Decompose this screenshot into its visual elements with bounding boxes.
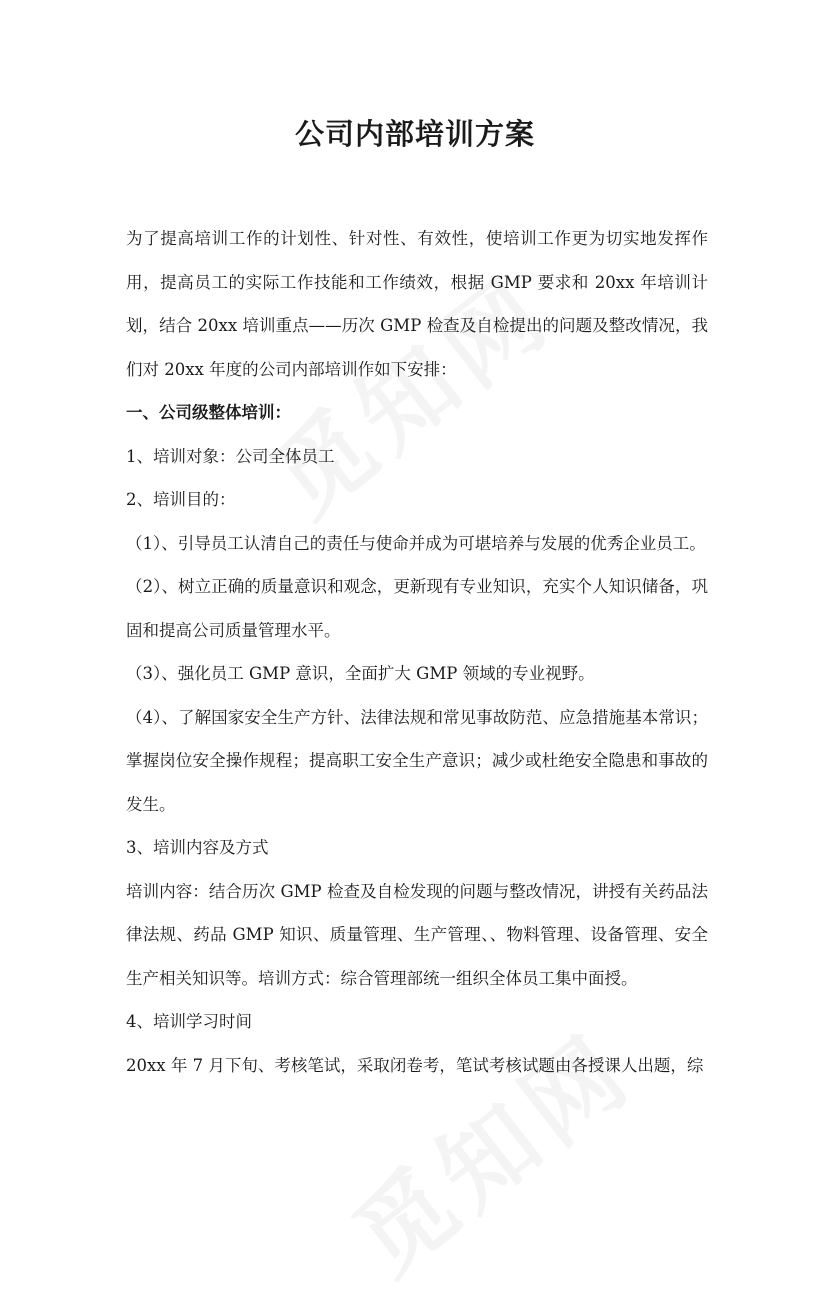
purpose-item-4: （4）、了解国家安全生产方针、法律法规和常见事故防范、应急措施基本常识；掌握岗位安全操作规程；提高职工安全生产意识；减少或杜绝安全隐患和事故的发生。 <box>126 707 708 814</box>
intro-paragraph: 为了提高培训工作的计划性、针对性、有效性，使培训工作更为切实地发挥作用，提高员工的实际工作技能和工作绩效，根据 GMP 要求和 20xx 年培训计划，结合 20xx 培训重点——历次 GMP 检查及自检提出的问题及整改情况，我们对 20xx 年度的公司内部培训作如下安排： <box>126 229 708 379</box>
training-content-paragraph: 培训内容：结合历次 GMP 检查及自检发现的问题与整改情况，讲授有关药品法律法规、药品 GMP 知识、质量管理、生产管理、、物料管理、设备管理、安全生产相关知识等。培训方式：综合管理部统一组织全体员工集中面授。 <box>126 881 708 988</box>
training-purpose-heading: 2、培训目的： <box>126 490 236 509</box>
document-body <box>126 217 708 1087</box>
purpose-item-3: （3）、强化员工 GMP 意识，全面扩大 GMP 领域的专业视野。 <box>126 664 595 683</box>
training-content-heading: 3、培训内容及方式 <box>126 838 269 857</box>
training-time-heading: 4、培训学习时间 <box>126 1012 252 1031</box>
section-heading-company-training: 一、公司级整体培训： <box>126 403 291 422</box>
purpose-item-1: （1）、引导员工认清自己的责任与使命并成为可堪培养与发展的优秀企业员工。 <box>126 533 706 553</box>
purpose-item-2: （2）、树立正确的质量意识和观念，更新现有专业知识，充实个人知识储备，巩固和提高公司质量管理水平。 <box>126 577 708 640</box>
training-time-paragraph: 20xx 年 7 月下旬、考核笔试，采取闭卷考，笔试考核试题由各授课人出题，综 <box>126 1055 704 1075</box>
document-title: 公司内部培训方案 <box>294 117 535 151</box>
training-target: 1、培训对象：公司全体员工 <box>126 446 335 466</box>
